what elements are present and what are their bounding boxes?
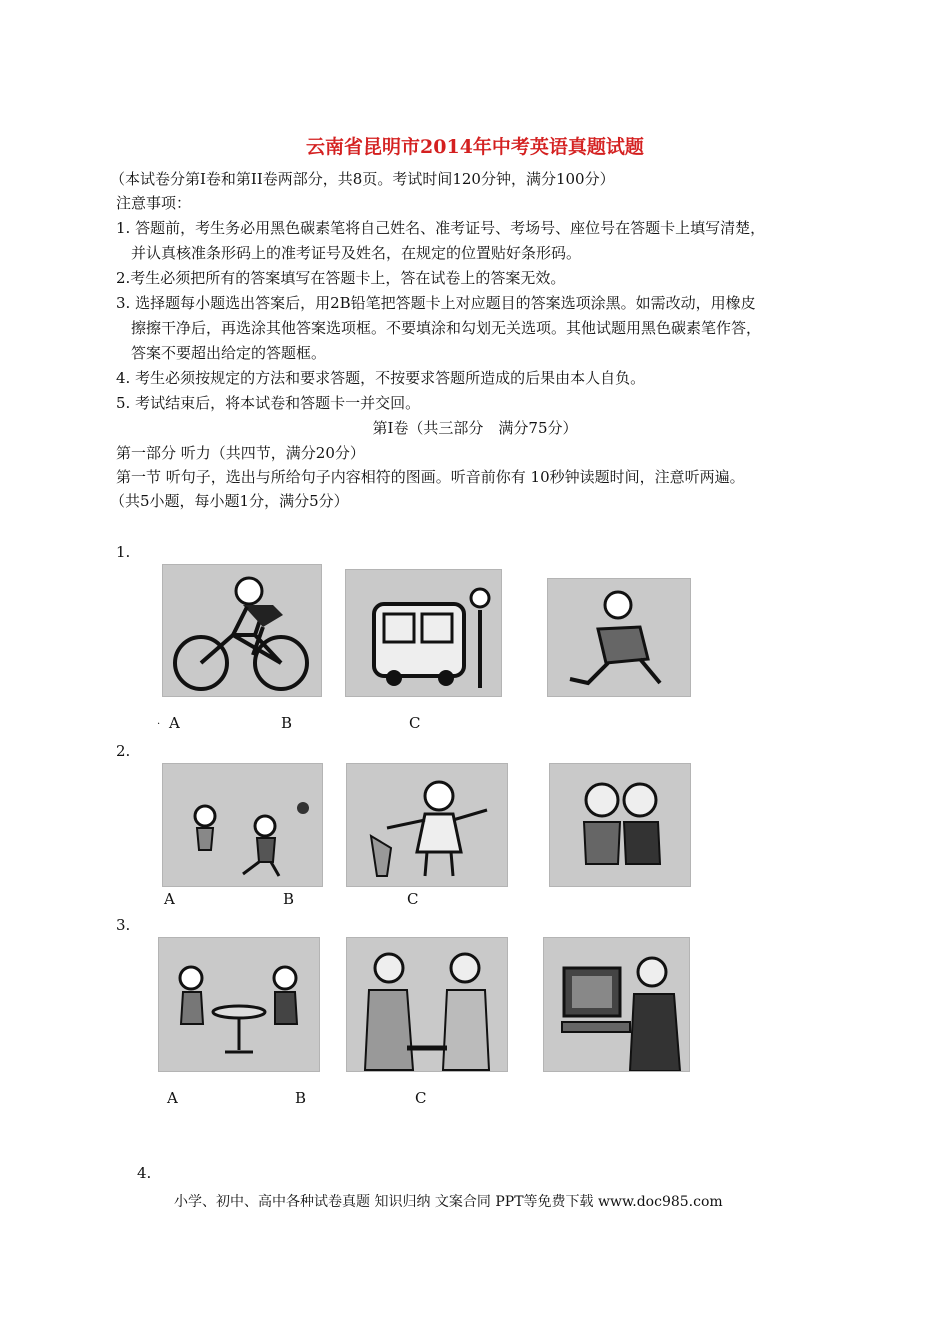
option-label: B (283, 890, 295, 908)
bicycle-rider-icon (162, 564, 322, 697)
people-at-table-icon (158, 937, 320, 1072)
option-label: B (295, 1089, 307, 1107)
option-label: A (169, 714, 180, 732)
man-at-computer-icon (543, 937, 690, 1072)
option-label: C (407, 890, 419, 908)
handshake-icon (346, 937, 508, 1072)
question-number: 3. (116, 916, 131, 934)
note-line: 2.考生必须把所有的答案填写在答题卡上，答在试卷上的答案无效。 (116, 269, 566, 287)
part-heading: 第一部分 听力（共四节，满分20分） (116, 444, 365, 462)
volume-heading: 第I卷（共三部分 满分75分） (372, 419, 578, 437)
note-line: 1. 答题前，考生务必用黑色碳素笔将自己姓名、准考证号、考场号、座位号在答题卡上填写清楚， (116, 219, 766, 237)
option-label: B (281, 714, 293, 732)
question-number: 4. (137, 1164, 152, 1182)
option-label: A (167, 1089, 178, 1107)
children-playing-icon (162, 763, 323, 887)
note-line: 5. 考试结束后，将本试卷和答题卡一并交回。 (116, 394, 421, 412)
note-line: 擦擦干净后，再选涂其他答案选项框。不要填涂和勾划无关选项。其他试题用黑色碳素笔作答， (131, 319, 762, 337)
notes-heading: 注意事项： (116, 194, 192, 212)
question-number: 1. (116, 543, 131, 561)
two-children-icon (549, 763, 691, 887)
note-line: 并认真核准条形码上的准考证号及姓名，在规定的位置贴好条形码。 (131, 244, 582, 262)
running-boy-icon (547, 578, 691, 697)
section-instruction: 第一节 听句子，选出与所给句子内容相符的图画。听音前你有 10秒钟读题时间，注意听两遍。 (116, 468, 745, 486)
option-label: C (415, 1089, 427, 1107)
option-label: A (164, 890, 175, 908)
note-line: 3. 选择题每小题选出答案后，用2B铅笔把答题卡上对应题目的答案选项涂黑。如需改动，用橡皮 (116, 294, 756, 312)
bus-stop-icon (345, 569, 502, 697)
page-footer: 小学、初中、高中各种试卷真题 知识归纳 文案合同 PPT等免费下载 www.doc985.com (174, 1194, 723, 1210)
page-title: 云南省昆明市2014年中考英语真题试题 (306, 136, 644, 158)
option-label: C (409, 714, 421, 732)
question-number: 2. (116, 742, 131, 760)
section-count: （共5小题，每小题1分，满分5分） (110, 492, 349, 510)
girl-with-cat-icon (346, 763, 508, 887)
note-line: 4. 考生必须按规定的方法和要求答题，不按要求答题所造成的后果由本人自负。 (116, 369, 646, 387)
exam-intro: （本试卷分第I卷和第II卷两部分，共8页。考试时间120分钟，满分100分） (110, 170, 615, 188)
note-line: 答案不要超出给定的答题框。 (131, 344, 327, 362)
option-lead: . (157, 716, 161, 727)
